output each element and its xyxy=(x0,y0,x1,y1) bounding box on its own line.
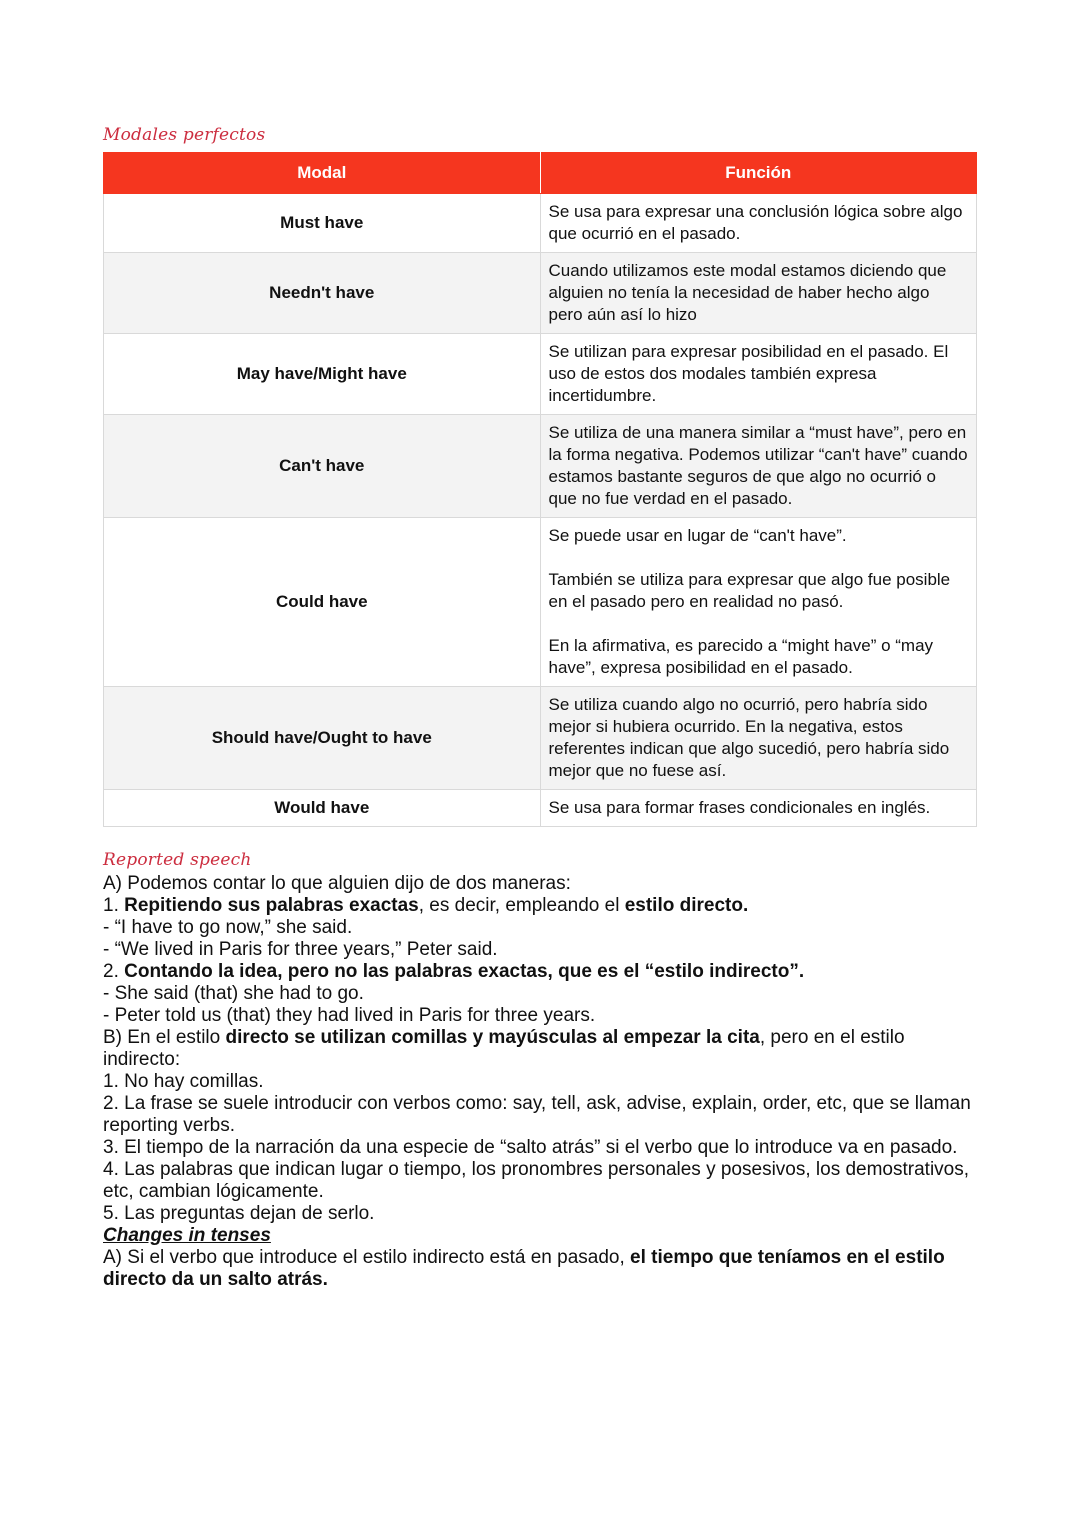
funcion-text: Cuando utilizamos este modal estamos diciendo que alguien no tenía la necesidad de haber hecho algo pero aún así lo hizo xyxy=(548,261,947,324)
example-3: - She said (that) she had to go. xyxy=(103,983,364,1004)
header-modal: Modal xyxy=(104,153,541,194)
funcion-cell xyxy=(540,687,977,790)
point-1: 1. No hay comillas. xyxy=(103,1071,264,1092)
section-b: B) En el estilo directo se utilizan comillas y mayúsculas al empezar la cita, pero en el estilo indirecto: xyxy=(103,1027,905,1070)
modal-cell: Would have xyxy=(104,790,541,827)
modal-cell: Must have xyxy=(104,194,541,253)
funcion-text: Se utiliza de una manera similar a “must have”, pero en la forma negativa. Podemos utilizar “can't have” cuando estamos bastante seguros de que algo no ocurrió o que no fue verdad en el pasado. xyxy=(548,423,968,508)
funcion-text: Se usa para formar frases condicionales en inglés. xyxy=(548,798,931,817)
table-row xyxy=(104,334,977,415)
table-row xyxy=(104,687,977,790)
example-4: - Peter told us (that) they had lived in Paris for three years. xyxy=(103,1005,596,1026)
table-row xyxy=(104,415,977,518)
funcion-text: Se puede usar en lugar de “can't have”. xyxy=(548,526,847,545)
section-title-modales: Modales perfectos xyxy=(103,125,266,145)
funcion-cell xyxy=(540,194,977,253)
table-row xyxy=(104,253,977,334)
funcion-text: Se usa para expresar una conclusión lógica sobre algo que ocurrió en el pasado. xyxy=(548,202,963,243)
item-1: 1. Repitiendo sus palabras exactas, es decir, empleando el estilo directo. xyxy=(103,895,749,916)
point-5: 5. Las preguntas dejan de serlo. xyxy=(103,1203,375,1224)
item-2: 2. Contando la idea, pero no las palabras exactas, que es el “estilo indirecto”. xyxy=(103,961,805,982)
funcion-text: Se utilizan para expresar posibilidad en el pasado. El uso de estos dos modales también expresa incertidumbre. xyxy=(548,342,949,405)
funcion-cell xyxy=(540,415,977,518)
modal-cell: Could have xyxy=(104,518,541,687)
table-row xyxy=(104,518,977,687)
intro-line: A) Podemos contar lo que alguien dijo de dos maneras: xyxy=(103,873,571,894)
point-4: 4. Las palabras que indican lugar o tiempo, los pronombres personales y posesivos, los demostrativos, etc, cambian lógicamente. xyxy=(103,1159,970,1202)
funcion-text: También se utiliza para expresar que algo fue posible en el pasado pero en realidad no pasó. xyxy=(548,570,951,611)
example-1: - “I have to go now,” she said. xyxy=(103,917,353,938)
funcion-cell xyxy=(540,790,977,827)
modal-cell: Should have/Ought to have xyxy=(104,687,541,790)
funcion-cell xyxy=(540,518,977,687)
table-row xyxy=(104,194,977,253)
modal-cell: Needn't have xyxy=(104,253,541,334)
example-2: - “We lived in Paris for three years,” Peter said. xyxy=(103,939,498,960)
funcion-cell xyxy=(540,253,977,334)
modal-cell: May have/Might have xyxy=(104,334,541,415)
section-title-reported-speech: Reported speech xyxy=(103,850,252,870)
point-3: 3. El tiempo de la narración da una especie de “salto atrás” si el verbo que lo introduce va en pasado. xyxy=(103,1137,958,1158)
modales-table xyxy=(103,152,977,827)
point-2: 2. La frase se suele introducir con verbos como: say, tell, ask, advise, explain, order, etc, que se llaman reporting verbs. xyxy=(103,1093,971,1136)
header-funcion: Función xyxy=(540,153,977,194)
modales-table-body xyxy=(104,194,977,827)
reported-speech-body xyxy=(103,873,983,1291)
funcion-text: Se utiliza cuando algo no ocurrió, pero habría sido mejor si hubiera ocurrido. En la negativa, estos referentes indican que algo sucedió, pero habría sido mejor que no fuese así. xyxy=(548,695,950,780)
table-row xyxy=(104,790,977,827)
changes-line: A) Si el verbo que introduce el estilo indirecto está en pasado, el tiempo que teníamos en el estilo directo da un salto atrás. xyxy=(103,1247,945,1290)
table-header-row xyxy=(104,153,977,194)
modal-cell: Can't have xyxy=(104,415,541,518)
funcion-text: En la afirmativa, es parecido a “might have” o “may have”, expresa posibilidad en el pasado. xyxy=(548,636,934,677)
changes-in-tenses-title: Changes in tenses xyxy=(103,1225,271,1246)
funcion-cell xyxy=(540,334,977,415)
